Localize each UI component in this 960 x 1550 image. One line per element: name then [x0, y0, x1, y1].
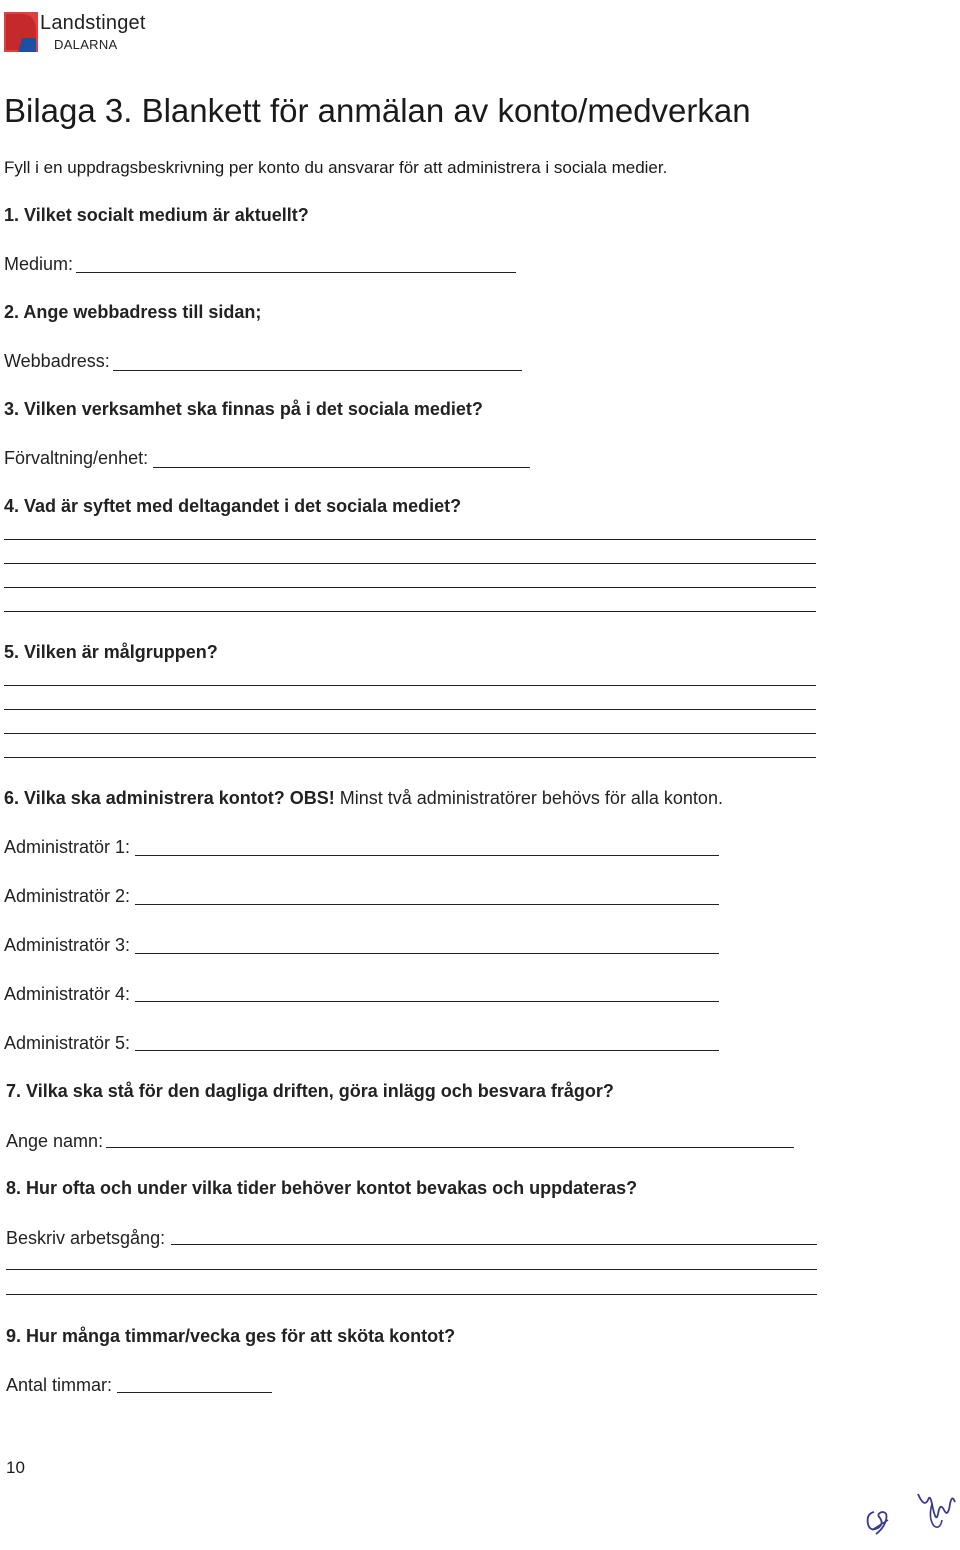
syfte-line-2[interactable]	[4, 563, 816, 564]
ange-namn-label: Ange namn:	[6, 1131, 104, 1151]
administrator-4-label: Administratör 4:	[4, 984, 131, 1004]
question-6	[4, 788, 723, 809]
page-title: Bilaga 3. Blankett för anmälan av konto/medverkan	[4, 92, 751, 129]
administrator-3-label: Administratör 3:	[4, 935, 131, 955]
page-number: 10	[6, 1458, 25, 1477]
antal-timmar-field[interactable]	[117, 1392, 272, 1393]
landstinget-logo-icon	[4, 10, 40, 54]
syfte-line-3[interactable]	[4, 587, 816, 588]
logo-name: Landstinget	[40, 12, 146, 34]
webbadress-field[interactable]	[113, 370, 522, 371]
question-1: 1. Vilket socialt medium är aktuellt?	[4, 205, 309, 225]
beskriv-arbetsgang-label: Beskriv arbetsgång:	[6, 1228, 166, 1248]
ange-namn-field[interactable]	[106, 1147, 794, 1148]
administrator-5-field[interactable]	[135, 1050, 719, 1051]
medium-label: Medium:	[4, 254, 74, 274]
malgrupp-line-1[interactable]	[4, 685, 816, 686]
webbadress-label: Webbadress:	[4, 351, 110, 371]
malgrupp-line-4[interactable]	[4, 757, 816, 758]
question-6-note: Minst två administratörer behövs för alla konton.	[334, 788, 723, 808]
logo-subtitle: DALARNA	[54, 37, 118, 52]
question-4: 4. Vad är syftet med deltagandet i det sociala mediet?	[4, 496, 462, 516]
arbetsgang-line-3[interactable]	[6, 1294, 817, 1295]
syfte-line-4[interactable]	[4, 611, 816, 612]
malgrupp-line-3[interactable]	[4, 733, 816, 734]
beskriv-arbetsgang-field[interactable]	[171, 1244, 817, 1245]
question-5: 5. Vilken är målgruppen?	[4, 642, 218, 662]
question-2: 2. Ange webbadress till sidan;	[4, 302, 262, 322]
forvaltning-field[interactable]	[153, 467, 530, 468]
administrator-1-field[interactable]	[135, 855, 719, 856]
question-3: 3. Vilken verksamhet ska finnas på i det sociala mediet?	[4, 399, 483, 419]
antal-timmar-label: Antal timmar:	[6, 1375, 113, 1395]
administrator-1-label: Administratör 1:	[4, 837, 131, 857]
medium-field[interactable]	[76, 272, 516, 273]
question-6-text: 6. Vilka ska administrera kontot? OBS!	[4, 788, 335, 808]
administrator-2-label: Administratör 2:	[4, 886, 131, 906]
question-9: 9. Hur många timmar/vecka ges för att sköta kontot?	[6, 1326, 456, 1346]
question-7: 7. Vilka ska stå för den dagliga driften, göra inlägg och besvara frågor?	[6, 1081, 614, 1101]
arbetsgang-line-2[interactable]	[6, 1269, 817, 1270]
administrator-3-field[interactable]	[135, 953, 719, 954]
administrator-2-field[interactable]	[135, 904, 719, 905]
question-8: 8. Hur ofta och under vilka tider behöver kontot bevakas och uppdateras?	[6, 1178, 638, 1198]
forvaltning-label: Förvaltning/enhet:	[4, 448, 149, 468]
malgrupp-line-2[interactable]	[4, 709, 816, 710]
administrator-5-label: Administratör 5:	[4, 1033, 131, 1053]
syfte-line-1[interactable]	[4, 539, 816, 540]
handwritten-initials-icon	[858, 1484, 958, 1544]
intro-text: Fyll i en uppdragsbeskrivning per konto du ansvarar för att administrera i sociala medier.	[4, 158, 668, 177]
administrator-4-field[interactable]	[135, 1001, 719, 1002]
